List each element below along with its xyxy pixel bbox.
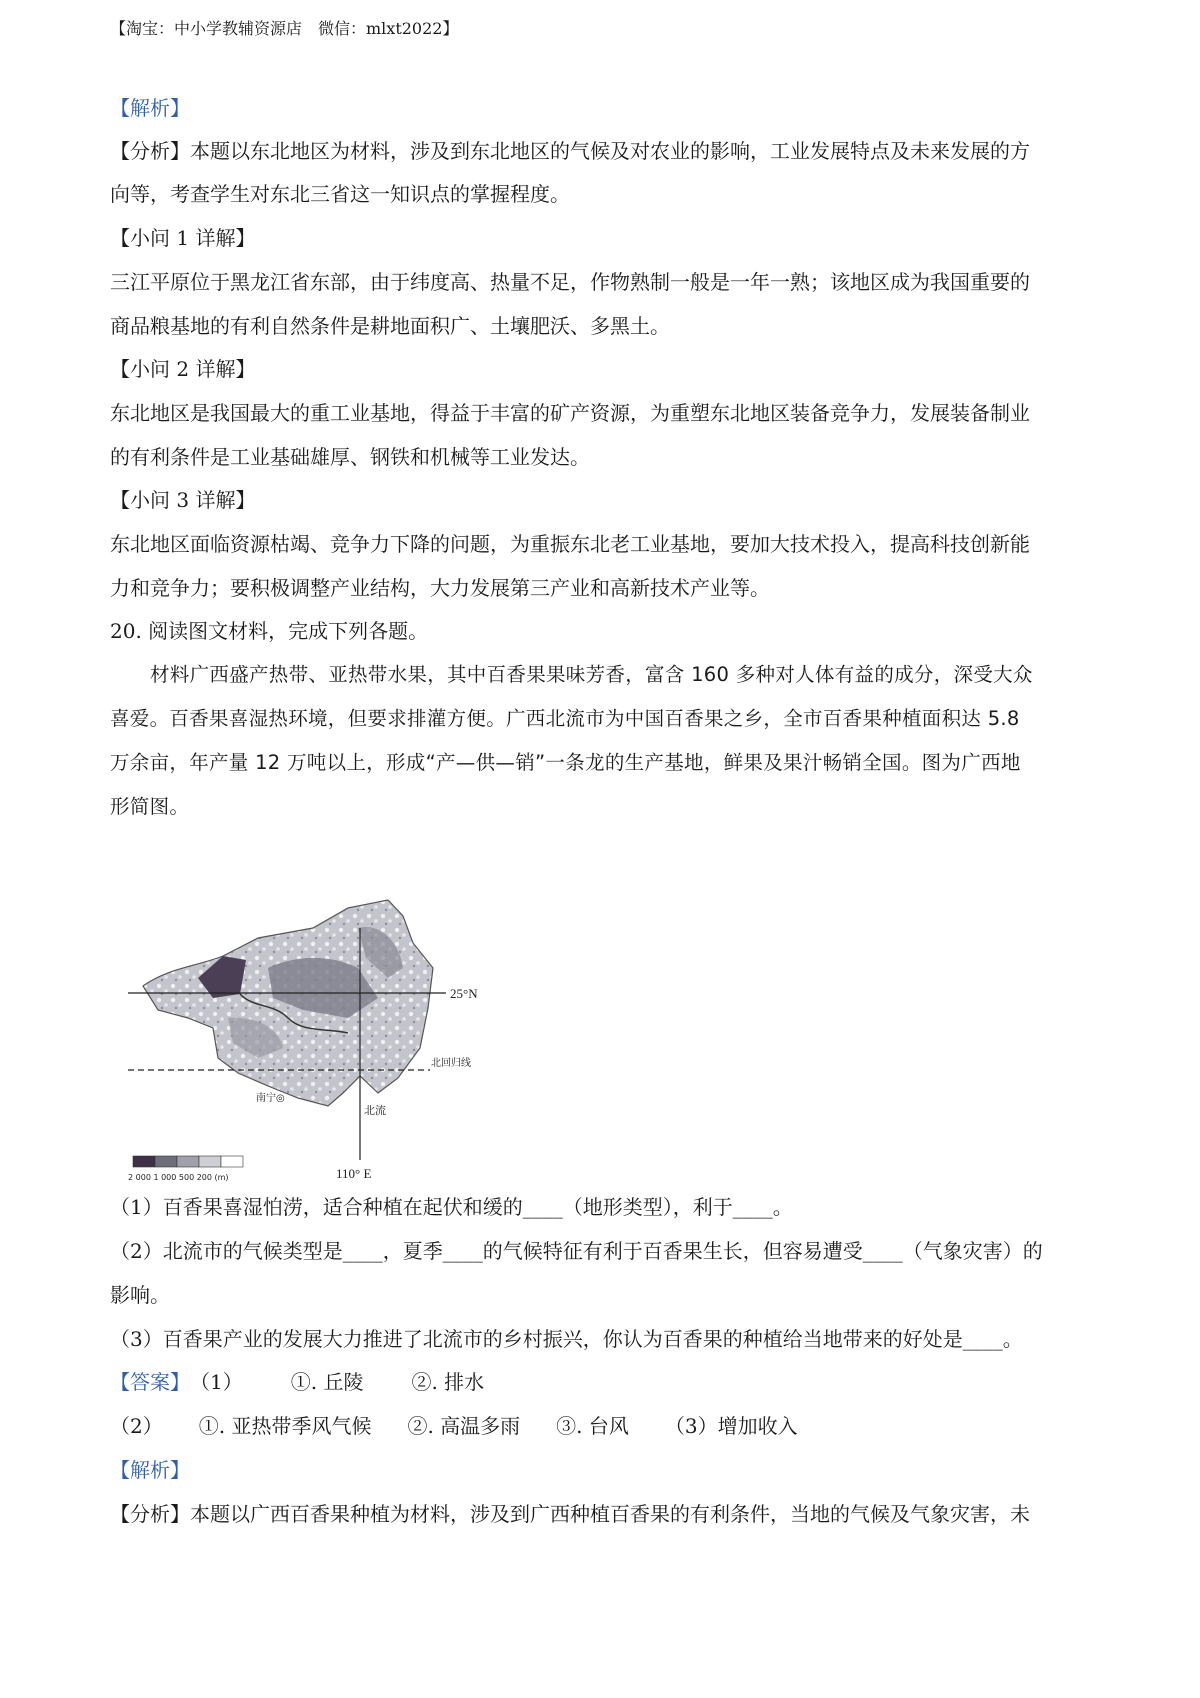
page-header: 【淘宝：中小学教辅资源店 微信：mlxt2022】: [110, 19, 459, 38]
analysis-text-line: 【分析】本题以广西百香果种植为材料，涉及到广西种植百香果的有利条件，当地的气候及气象灾害，未: [110, 1502, 1030, 1526]
answer-row-1: [110, 1368, 484, 1396]
question-20-stem: 20. 阅读图文材料，完成下列各题。: [110, 619, 429, 643]
subquestion-1-text: 三江平原位于黑龙江省东部，由于纬度高、热量不足，作物熟制一般是一年一熟；该地区成为我国重要的: [110, 270, 1030, 294]
answer-part: （2）: [110, 1414, 163, 1438]
material-text-line: 万余亩，年产量 12 万吨以上，形成“产—供—销”一条龙的生产基地，鲜果及果汁畅销全国。图为广西地: [110, 751, 1021, 774]
answer-item: ②. 排水: [411, 1370, 485, 1394]
answer-item: ①. 丘陵: [290, 1370, 364, 1394]
city-label-beiliu: 北流: [364, 1104, 386, 1117]
analysis-text-line: 向等，考查学生对东北三省这一知识点的掌握程度。: [110, 182, 570, 206]
answer-part: （1）: [190, 1370, 243, 1394]
elevation-legend: [128, 1156, 243, 1182]
subquestion-2: （2）北流市的气候类型是____，夏季____的气候特征有利于百香果生长，但容易遭受____（气象灾害）的: [110, 1239, 1043, 1263]
subquestion-3-heading: 【小问 3 详解】: [110, 488, 256, 512]
city-label-nanning: 南宁◎: [256, 1093, 285, 1104]
guangxi-terrain-map: [128, 898, 528, 1183]
answer-part: （3）增加收入: [664, 1414, 798, 1438]
subquestion-2-text: 的有利条件是工业基础雄厚、钢铁和机械等工业发达。: [110, 445, 590, 469]
analysis-heading: 【解析】: [110, 1458, 190, 1482]
answer-row-2: [110, 1412, 798, 1440]
tropic-label: 北回归线: [431, 1058, 471, 1069]
subquestion-3-text: 力和竞争力；要积极调整产业结构，大力发展第三产业和高新技术产业等。: [110, 576, 770, 600]
subquestion-2-text: 东北地区是我国最大的重工业基地，得益于丰富的矿产资源，为重塑东北地区装备竞争力，发展装备制业: [110, 401, 1030, 425]
subquestion-2-heading: 【小问 2 详解】: [110, 357, 256, 381]
analysis-text-line: 【分析】本题以东北地区为材料，涉及到东北地区的气候及对农业的影响，工业发展特点及未来发展的方: [110, 139, 1030, 163]
legend-scale-label: 2 000 1 000 500 200 (m): [128, 1173, 229, 1182]
subquestion-1: （1）百香果喜湿怕涝，适合种植在起伏和缓的____（地形类型），利于____。: [110, 1195, 793, 1219]
subquestion-2-cont: 影响。: [110, 1283, 170, 1307]
subquestion-3: （3）百香果产业的发展大力推进了北流市的乡村振兴，你认为百香果的种植给当地带来的好处是____。: [110, 1327, 1023, 1351]
answer-item: ③. 台风: [556, 1414, 629, 1438]
answer-item: ①. 亚热带季风气候: [198, 1414, 372, 1438]
material-text-line: 形简图。: [110, 795, 190, 818]
material-text-line: 材料广西盛产热带、亚热带水果，其中百香果果味芳香，富含 160 多种对人体有益的成分，深受大众: [150, 663, 1033, 686]
meridian-label: 110° E: [336, 1166, 372, 1181]
analysis-heading: 【解析】: [110, 96, 190, 120]
material-text-line: 喜爱。百香果喜湿热环境，但要求排灌方便。广西北流市为中国百香果之乡，全市百香果种植面积达 5.8: [110, 707, 1020, 730]
subquestion-3-text: 东北地区面临资源枯竭、竞争力下降的问题，为重振东北老工业基地，要加大技术投入，提高科技创新能: [110, 532, 1030, 556]
answer-item: ②. 高温多雨: [407, 1414, 521, 1438]
subquestion-1-heading: 【小问 1 详解】: [110, 226, 256, 250]
answer-label: 【答案】: [110, 1370, 190, 1394]
latitude-label: 25°N: [450, 986, 478, 1001]
subquestion-1-text: 商品粮基地的有利自然条件是耕地面积广、土壤肥沃、多黑土。: [110, 314, 670, 338]
